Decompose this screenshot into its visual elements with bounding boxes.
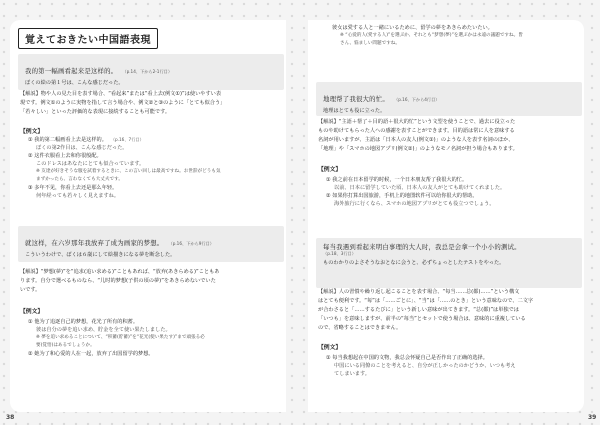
- japanese-translation: ぼくの絵の第１号は、こんな感じだった。: [25, 80, 124, 86]
- examples-list: [28, 318, 280, 358]
- page-reference: （p.16、下から4行目）: [394, 97, 440, 102]
- examples-list: [326, 176, 580, 208]
- page-reference: （p.14、下から2-1行目）: [122, 69, 173, 74]
- text-line: はとても便利です。“每”は「……ごとに」、“当”は「……のとき」という意味なので、二文字: [318, 298, 534, 304]
- example-line: ぼくの第2作目は、こんな感じだった。: [36, 145, 128, 151]
- example-sentence-box: [316, 238, 582, 288]
- example-sentence-box: [18, 54, 284, 90]
- chinese-sentence: 地理帮了我很大的忙。: [323, 95, 389, 103]
- example-line: ① 我的第二幅画看上去是这样的。 （p.16、7行目）: [28, 137, 144, 143]
- japanese-translation: 地理はとても役に立った。: [323, 108, 386, 114]
- chinese-sentence: 每当我遇到看起来明白事理的大人时，我总是会拿一个小小的测试。: [323, 243, 521, 251]
- text-line: ものや助けてもらった人への感謝を表すことができます。目的語は常に人を意味する: [318, 128, 515, 134]
- example-line: ② 如果你打算出国旅游，手机上的地图软件可以给你很大的帮助。: [326, 193, 478, 199]
- examples-label: 【例文】: [20, 129, 44, 135]
- example-line: 以前、日本に留学していた頃、日本人の友人がとても助けてくれました。: [334, 185, 506, 191]
- text-line: 現です。例文①のように実物を指して言う場合や、例文②と③のように「とても似合う」: [20, 100, 226, 106]
- text-line: 名詞が用いますが、主語は「日本人の友人(例文①)」のような人を表す名詞のほか、: [318, 137, 514, 143]
- example-line: ② 她为了和心爱的人在一起，放弃了出国留学的梦想。: [28, 351, 154, 357]
- note-line: さん、悩ましい問題ですね。: [340, 41, 400, 46]
- example-line: ① 我之前在日本留学的时候，一个日本朋友帮了我很大的忙。: [326, 177, 468, 183]
- left-page: [10, 20, 286, 412]
- example-line: 海外旅行に行くなら、スマホの地図アプリがとても役立つでしょう。: [334, 201, 495, 207]
- japanese-translation: こういうわけで、ぼくは６歳にして絵描きになる夢を断念した。: [25, 252, 176, 258]
- text-line: 彼女は愛する人と一緒にいるために、留学の夢をあきらめたいたい。: [332, 25, 493, 31]
- examples-label: 【例文】: [20, 309, 44, 315]
- example-line: ① 他为了追逐自己的梦想，花光了所有的积蓄。: [28, 319, 139, 325]
- example-line: ③ 多年不见，你看上去还是那么年轻。: [28, 185, 118, 191]
- text-line: 「地理」や「スマホの地図アプリ(例文②)」のようなモノ名詞が担う場合もあります。: [318, 146, 518, 152]
- example-line: 何年経っても若々しく見えますね。: [36, 193, 120, 199]
- page-number: 38: [6, 414, 15, 421]
- text-line: 「いつも」を意味しますが、前半の“每当”とセットで使う場合は、意味的に重複している: [318, 316, 526, 322]
- chinese-sentence: 我的第一幅画看起来是这样的。: [25, 67, 118, 75]
- examples-label: 【例文】: [318, 345, 342, 351]
- examples-list: [326, 354, 580, 378]
- explanation-paragraph: [20, 268, 280, 295]
- example-sentence-box: [18, 226, 284, 262]
- japanese-translation: ものわかりのよさそうなおとなに会うと、必ずちょっとしたテストをやった。: [323, 260, 505, 266]
- page-reference: （p.18、3行目）: [323, 251, 356, 256]
- page-reference: （p.16、7行目）: [112, 137, 144, 142]
- note-line: ※ 夢を追い求めることについて、“积蓄(貯蓄)”を“花光(使い果たす)”まで頑張る必: [36, 335, 205, 340]
- example-line: このドレスはあなたにとても似合っています。: [36, 161, 145, 167]
- explanation-paragraph: [318, 288, 580, 333]
- examples-label: 【例文】: [318, 167, 342, 173]
- section-title: 覚えておきたい中国語表現: [18, 28, 158, 49]
- chinese-sentence: 就这样，在六岁那年我放弃了成为画家的梦想。: [25, 239, 164, 247]
- text-line: 「若々しい」といった評価的な表現に接続することも可能です。: [20, 109, 171, 115]
- note-line: ※ “心爱的人(愛する人)”を選ぶか、それとも“梦想(夢)”を選ぶかは永遠の議題ですね。皆: [340, 33, 523, 38]
- text-line: 【解説】“主語＋帮了＋目的語＋很大的忙”という文型を使うことで、過去に役立った: [318, 119, 516, 125]
- example-line: ① 每当我想起在中国的文物，我总会怀疑自己是否作出了正确的选择。: [326, 355, 488, 361]
- text-line: ので、省略することはできません。: [318, 325, 402, 331]
- example-line: 中国にいる同僚のことを考えると、自分が正しかったのかどうか、いつも考え: [334, 363, 516, 369]
- example-line: てしまいます。: [334, 371, 370, 377]
- page-reference: （p.16、下から9行目）: [168, 241, 214, 246]
- text-line: が合わさると「……するたびに」という新しい意味が出てきます。“总(都)”は単独では: [318, 307, 519, 313]
- explanation-paragraph: [20, 90, 280, 117]
- continued-text: [332, 24, 578, 48]
- note-line: ※ 友達が好きそうな服を試着するときに、この言い回しは最高ですね。お世辞がどうも気: [36, 169, 221, 174]
- page-number: 39: [588, 414, 597, 421]
- explanation-paragraph: [318, 118, 580, 154]
- text-line: 【解説】“梦想(夢)”を“追求(追い求める)”こともあれば、“放弃(あきらめる)”こともあ: [20, 269, 220, 275]
- note-line: まずかったら、言わなくても大丈夫です。: [36, 177, 123, 182]
- note-line: 要(覚悟)はあるでしょうか。: [36, 343, 95, 348]
- example-sentence-box: [316, 82, 582, 116]
- text-line: いです。: [20, 287, 41, 293]
- examples-list: [28, 136, 280, 200]
- text-line: 【解説】人の習慣や繰り返し起こることを表す場合、“每当……总(都)……”という構文: [318, 289, 520, 295]
- text-line: 【解説】物や人の見た目を表す場合、“看起来”または“看上去(例文①)”は使いやすい表: [20, 91, 222, 97]
- example-line: ② 这件衣服看上去和你很般配。: [28, 153, 102, 159]
- text-line: ります。自分で選べるものなら、“儿时的梦想(子供の頃の夢)”をあきらめないでいた: [20, 278, 216, 284]
- right-page: [308, 20, 584, 412]
- example-line: 彼は自分の夢を追い求め、貯金を全て使い果たしました。: [36, 327, 171, 333]
